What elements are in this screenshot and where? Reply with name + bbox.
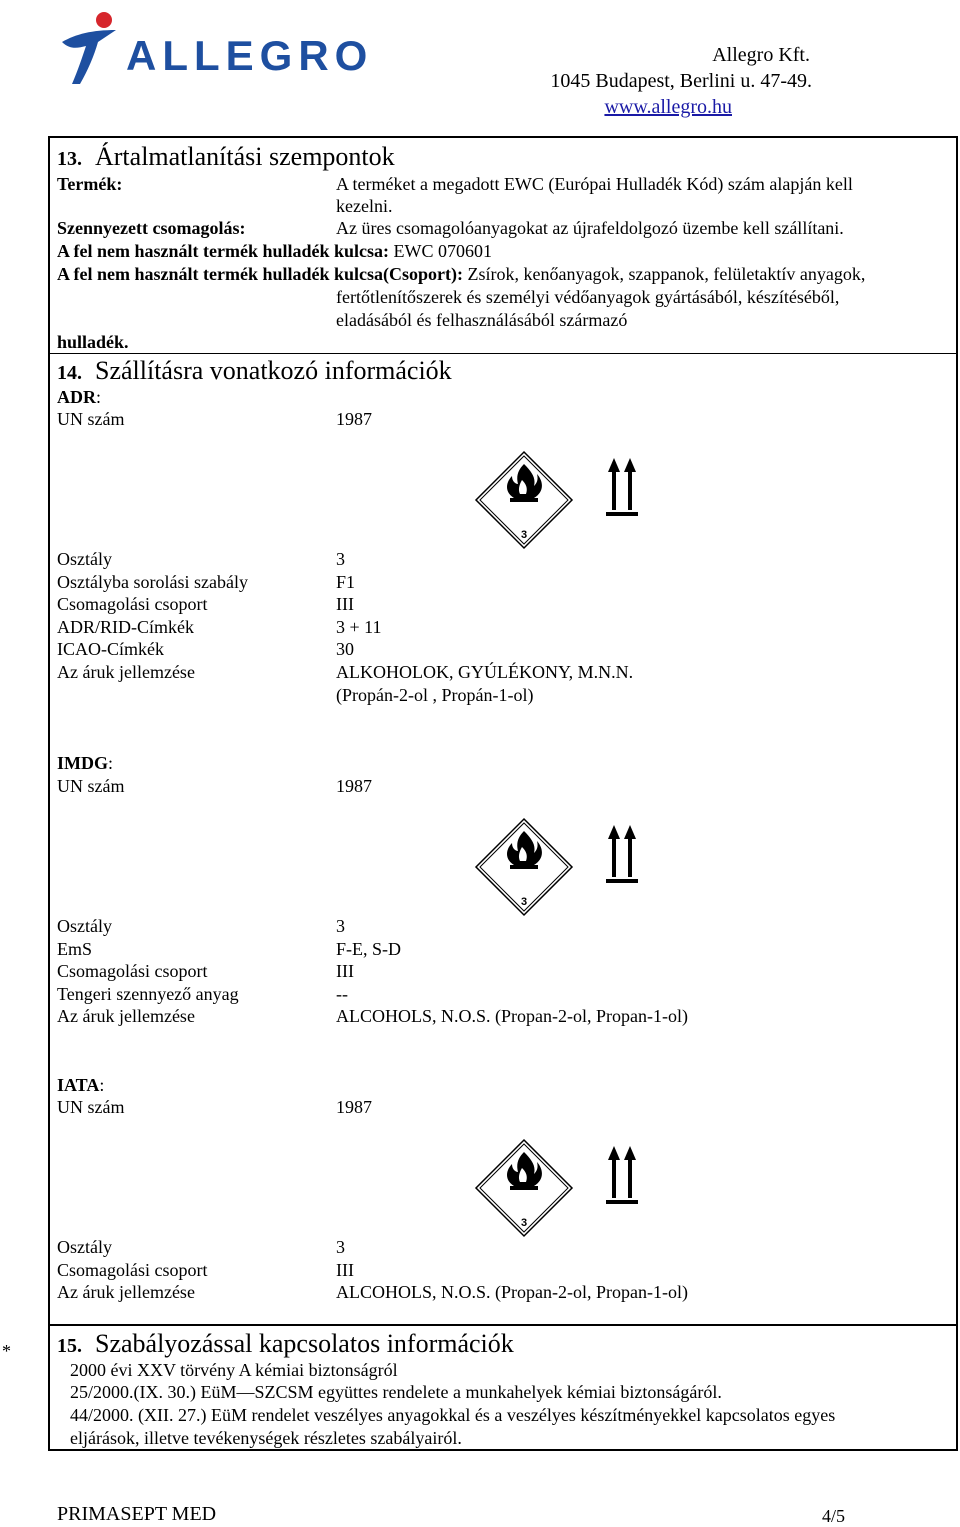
row-value: 3 + 11 bbox=[336, 616, 382, 637]
row-value: 3 bbox=[336, 1237, 345, 1257]
waste-key-value: EWC 070601 bbox=[393, 241, 493, 261]
iata-pictograms bbox=[474, 1138, 644, 1243]
iata-heading: IATA: bbox=[57, 1075, 105, 1095]
footer-product-name: PRIMASEPT MED bbox=[57, 1503, 217, 1525]
adr-heading: ADR: bbox=[57, 387, 102, 407]
row-value: III bbox=[336, 961, 354, 981]
imdg-un-label: UN szám bbox=[57, 776, 125, 796]
section-14-title: Szállításra vonatkozó információk bbox=[95, 356, 452, 385]
row-value: 3 bbox=[336, 916, 345, 936]
flammable-liquid-class-3-icon bbox=[476, 452, 572, 548]
waste-group-label: A fel nem használt termék hulladék kulcsa(Csoport): bbox=[57, 264, 463, 284]
section-14-heading: 14. Szállításra vonatkozó információk bbox=[57, 356, 452, 385]
company-website-link[interactable]: www.allegro.hu bbox=[604, 96, 732, 118]
company-logo bbox=[58, 8, 378, 88]
flammable-liquid-class-3-icon bbox=[476, 819, 572, 915]
orientation-arrows-icon bbox=[606, 458, 638, 516]
waste-group-text-3: eladásából és felhasználásából származó bbox=[336, 310, 628, 330]
waste-group-text-2: fertőtlenítőszerek és személyi védőanyagok gyártásából, készítéséből, bbox=[336, 287, 840, 307]
row-label: Osztály bbox=[57, 1237, 112, 1257]
company-address: 1045 Budapest, Berlini u. 47-49. bbox=[550, 70, 812, 92]
packaging-text: Az üres csomagolóanyagokat az újrafeldolgozó üzembe kell szállítani. bbox=[336, 218, 844, 238]
orientation-arrows-icon bbox=[606, 1146, 638, 1204]
section-divider bbox=[48, 353, 958, 354]
orientation-arrows-icon bbox=[606, 825, 638, 883]
logo-text: ALLEGRO bbox=[126, 32, 374, 79]
row-value: F-E, S-D bbox=[336, 938, 402, 959]
row-value: F1 bbox=[336, 571, 356, 592]
product-label: Termék: bbox=[57, 174, 123, 194]
pictogram-class-number: 3 bbox=[520, 896, 528, 908]
imdg-heading: IMDG: bbox=[57, 753, 114, 773]
row-label: Az áruk jellemzése bbox=[57, 1282, 195, 1302]
row-value: ALCOHOLS, N.O.S. (Propan-2-ol, Propan-1-ol) bbox=[336, 1006, 688, 1026]
adr-un-label: UN szám bbox=[57, 409, 125, 429]
section-13-heading: 13. Ártalmatlanítási szempontok bbox=[57, 142, 395, 171]
regulation-line: 25/2000.(IX. 30.) EüM—SZCSM együttes rendelete a munkahelyek kémiai biztonságáról. bbox=[70, 1382, 722, 1402]
adr-desc-line2: (Propán-2-ol , Propán-1-ol) bbox=[336, 685, 534, 705]
row-label: Osztály bbox=[57, 916, 112, 936]
row-label: ADR/RID-Címkék bbox=[57, 616, 194, 637]
row-label: Csomagolási csoport bbox=[57, 594, 208, 614]
section-15-heading: 15. Szabályozással kapcsolatos információk bbox=[57, 1329, 514, 1358]
row-label: Csomagolási csoport bbox=[57, 961, 208, 981]
company-name: Allegro Kft. bbox=[712, 44, 810, 66]
iata-un-label: UN szám bbox=[57, 1097, 125, 1117]
waste-key-line bbox=[57, 240, 492, 262]
section-15-title: Szabályozással kapcsolatos információk bbox=[95, 1329, 514, 1358]
flammable-liquid-class-3-icon bbox=[476, 1140, 572, 1236]
waste-group-line bbox=[57, 263, 865, 285]
row-value: III bbox=[336, 1259, 354, 1280]
waste-key-label: A fel nem használt termék hulladék kulcsa: bbox=[57, 241, 390, 261]
iata-un-value: 1987 bbox=[336, 1097, 372, 1117]
regulation-line: 44/2000. (XII. 27.) EüM rendelet veszélyes anyagokkal és a veszélyes készítményekkel kapcsolatos egyes bbox=[70, 1405, 836, 1425]
footer-page-number: 4/5 bbox=[822, 1506, 846, 1526]
logo-figure-icon bbox=[58, 8, 122, 84]
row-value: ALCOHOLS, N.O.S. (Propan-2-ol, Propan-1-ol) bbox=[336, 1282, 688, 1302]
row-label: Osztály bbox=[57, 549, 112, 569]
imdg-un-value: 1987 bbox=[336, 776, 372, 796]
waste-group-text-4: hulladék. bbox=[57, 332, 129, 352]
pictogram-class-number: 3 bbox=[520, 1217, 528, 1229]
row-label: EmS bbox=[57, 938, 93, 959]
row-label: Osztályba sorolási szabály bbox=[57, 571, 248, 592]
row-value: ALKOHOLOK, GYÚLÉKONY, M.N.N. bbox=[336, 661, 634, 682]
product-text-2: kezelni. bbox=[336, 196, 393, 216]
product-text-1: A terméket a megadott EWC (Európai Hulladék Kód) szám alapján kell bbox=[336, 174, 853, 194]
regulation-line: eljárások, illetve tevékenységek részletes szabályairól. bbox=[70, 1428, 462, 1448]
row-value: 30 bbox=[336, 639, 354, 659]
row-value: -- bbox=[336, 983, 348, 1004]
row-label: Tengeri szennyező anyag bbox=[57, 983, 239, 1004]
imdg-pictograms bbox=[474, 817, 644, 922]
row-label: ICAO-Címkék bbox=[57, 639, 164, 659]
regulation-line: 2000 évi XXV törvény A kémiai biztonságról bbox=[70, 1360, 398, 1380]
row-value: III bbox=[336, 594, 354, 614]
waste-group-text-1: Zsírok, kenőanyagok, szappanok, felületaktív anyagok, bbox=[467, 264, 866, 284]
packaging-label: Szennyezett csomagolás: bbox=[57, 218, 246, 238]
row-label: Az áruk jellemzése bbox=[57, 661, 195, 682]
section-13-title: Ártalmatlanítási szempontok bbox=[95, 142, 395, 171]
row-label: Az áruk jellemzése bbox=[57, 1006, 195, 1026]
adr-pictograms bbox=[474, 450, 644, 555]
row-value: 3 bbox=[336, 549, 345, 569]
revision-marker: * bbox=[2, 1341, 11, 1361]
row-label: Csomagolási csoport bbox=[57, 1259, 208, 1280]
adr-un-value: 1987 bbox=[336, 409, 372, 429]
pictogram-class-number: 3 bbox=[520, 529, 528, 541]
